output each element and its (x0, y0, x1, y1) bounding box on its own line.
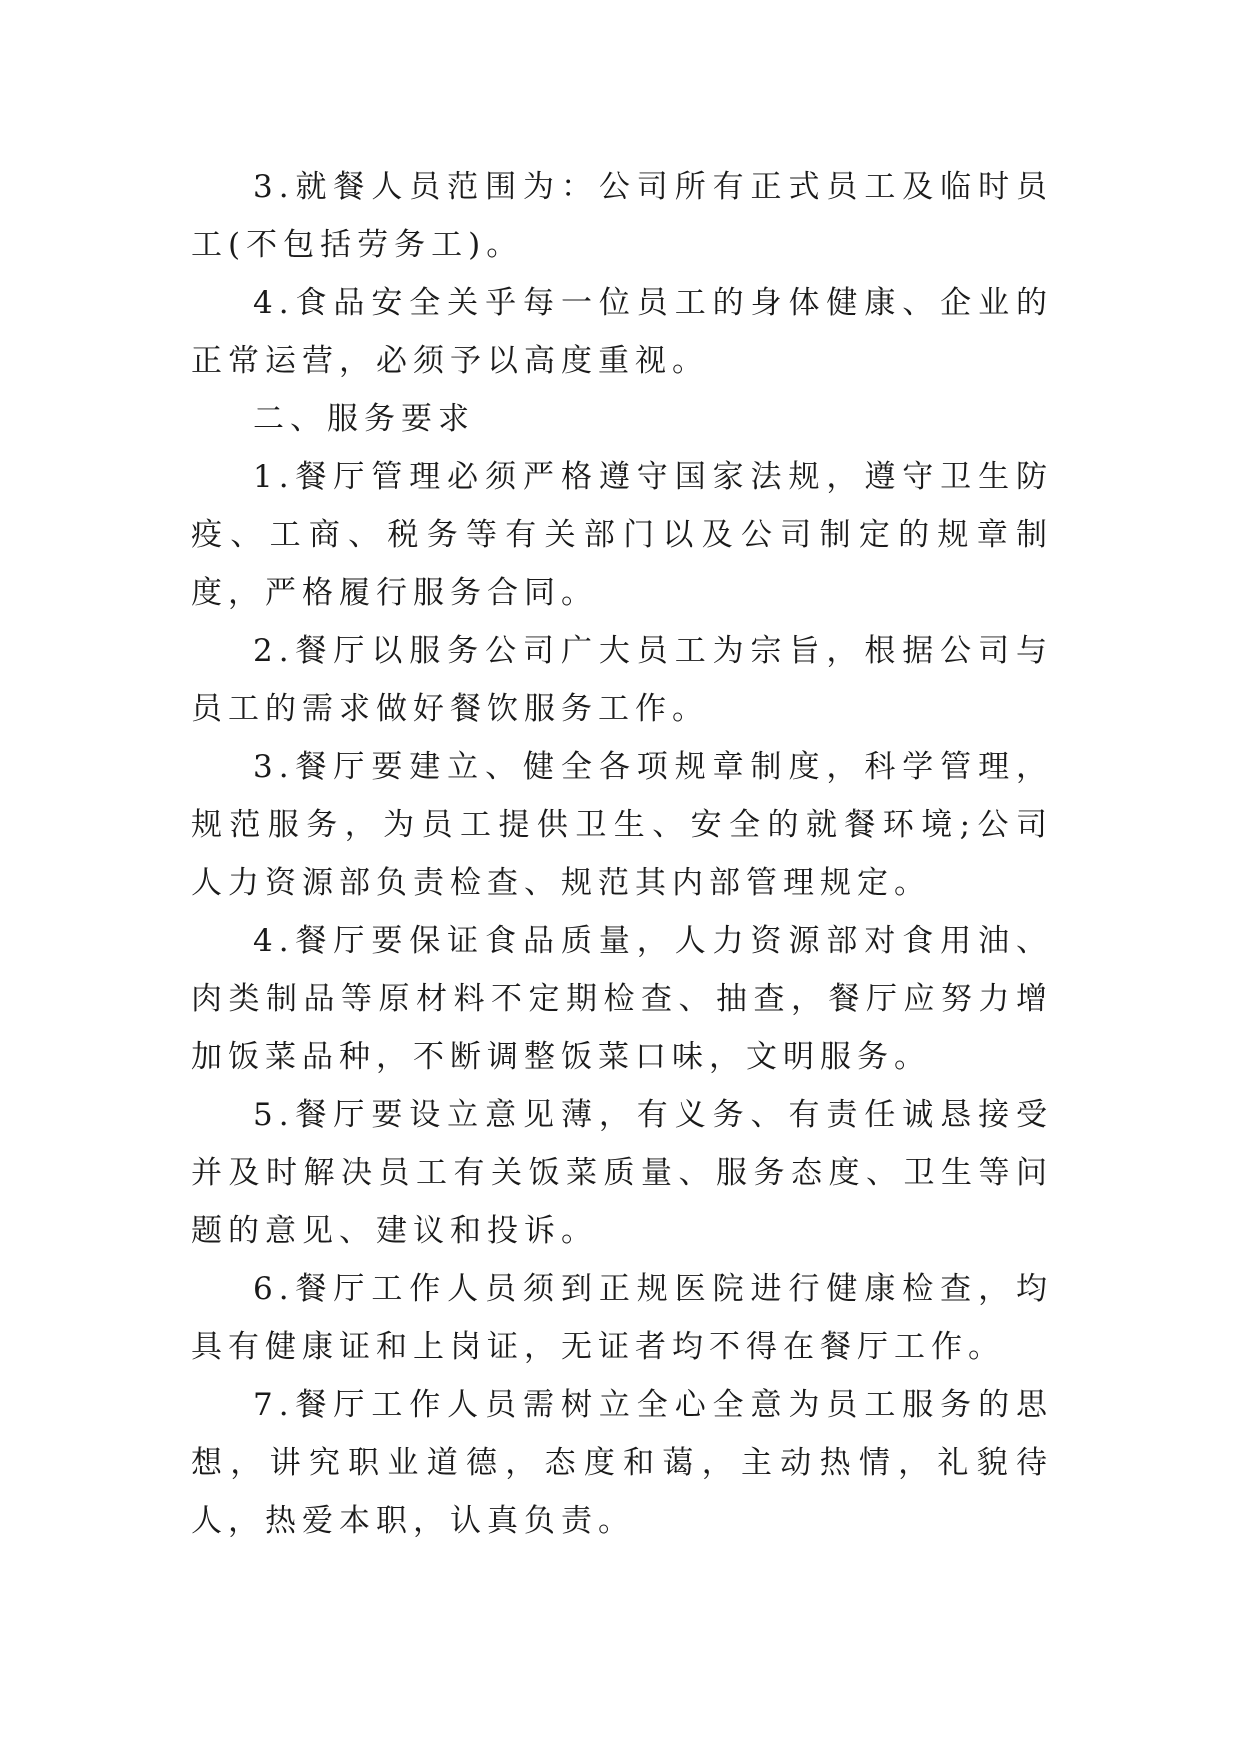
section-heading-service-requirements: 二、服务要求 (253, 401, 475, 437)
paragraph-staff-conduct: 7.餐厅工作人员需树立全心全意为员工服务的思想，讲究职业道德，态度和蔼，主动热情，礼貌待人，热爱本职，认真负责。 (191, 1387, 1053, 1539)
paragraph-feedback-book: 5.餐厅要设立意见薄，有义务、有责任诚恳接受并及时解决员工有关饭菜质量、服务态度、卫生等问题的意见、建议和投诉。 (191, 1097, 1053, 1249)
paragraph-food-quality: 4.餐厅要保证食品质量，人力资源部对食用油、肉类制品等原材料不定期检查、抽查，餐厅应努力增加饭菜品种，不断调整饭菜口味，文明服务。 (191, 923, 1053, 1075)
paragraph-service-purpose: 2.餐厅以服务公司广大员工为宗旨，根据公司与员工的需求做好餐饮服务工作。 (191, 633, 1053, 727)
paragraph-dining-scope: 3.就餐人员范围为：公司所有正式员工及临时员工(不包括劳务工)。 (191, 169, 1053, 263)
paragraph-food-safety: 4.食品安全关乎每一位员工的身体健康、企业的正常运营，必须予以高度重视。 (191, 285, 1053, 379)
paragraph-health-certificate: 6.餐厅工作人员须到正规医院进行健康检查，均具有健康证和上岗证，无证者均不得在餐厅工作。 (191, 1271, 1053, 1365)
paragraph-management-compliance: 1.餐厅管理必须严格遵守国家法规，遵守卫生防疫、工商、税务等有关部门以及公司制定的规章制度，严格履行服务合同。 (191, 459, 1053, 611)
paragraph-rules-system: 3.餐厅要建立、健全各项规章制度，科学管理，规范服务，为员工提供卫生、安全的就餐环境;公司人力资源部负责检查、规范其内部管理规定。 (191, 749, 1053, 901)
document-body (191, 158, 1053, 1550)
